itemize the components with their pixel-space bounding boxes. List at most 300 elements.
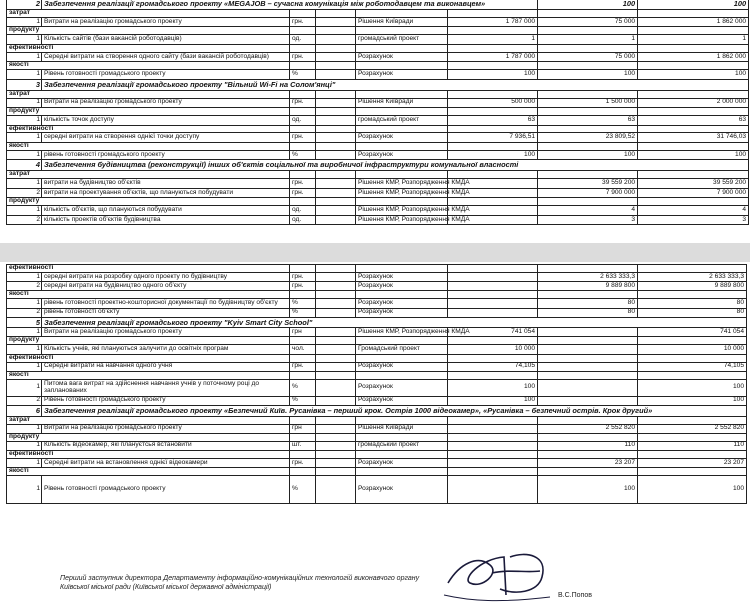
empty-cell bbox=[290, 90, 316, 98]
value-total: 100 bbox=[638, 396, 747, 405]
empty-cell bbox=[638, 44, 749, 52]
unit-cell: грн. bbox=[290, 362, 316, 371]
empty-cell bbox=[316, 179, 356, 189]
section-number: 4 bbox=[7, 160, 42, 171]
row-number: 1 bbox=[7, 116, 42, 126]
empty-cell bbox=[638, 371, 747, 379]
value-general bbox=[448, 282, 538, 291]
empty-cell bbox=[638, 198, 749, 206]
empty-cell bbox=[290, 433, 316, 441]
empty-cell bbox=[448, 44, 538, 52]
empty-cell bbox=[538, 142, 638, 150]
page-gap bbox=[0, 243, 750, 262]
unit-cell: грн bbox=[290, 424, 316, 433]
unit-cell: грн. bbox=[290, 133, 316, 143]
source-cell: Розрахунок bbox=[356, 282, 448, 291]
table-row bbox=[7, 396, 747, 405]
value-general: 741 054 bbox=[448, 328, 538, 337]
empty-cell bbox=[448, 291, 538, 299]
indicator-group-label: затрат bbox=[7, 416, 290, 424]
empty-cell bbox=[538, 125, 638, 133]
row-number: 2 bbox=[7, 188, 42, 198]
table-row bbox=[7, 441, 747, 450]
empty-cell bbox=[316, 133, 356, 143]
empty-cell bbox=[356, 416, 448, 424]
value-total: 2 552 820 bbox=[638, 424, 747, 433]
empty-cell bbox=[316, 116, 356, 126]
empty-cell bbox=[356, 62, 448, 70]
table-row bbox=[7, 198, 749, 206]
value-special bbox=[538, 328, 638, 337]
empty-cell bbox=[290, 198, 316, 206]
empty-cell bbox=[316, 450, 356, 458]
section-number: 2 bbox=[7, 0, 42, 10]
source-cell: громадський проект bbox=[356, 35, 448, 45]
table-row bbox=[7, 291, 747, 299]
unit-cell: грн. bbox=[290, 52, 316, 62]
row-number: 1 bbox=[7, 299, 42, 308]
empty-cell bbox=[316, 17, 356, 27]
empty-cell bbox=[638, 171, 749, 179]
table-row bbox=[7, 215, 749, 225]
indicator-group-label: якості bbox=[7, 468, 290, 476]
top-page-fragment bbox=[0, 0, 750, 243]
empty-cell bbox=[316, 198, 356, 206]
empty-cell bbox=[356, 198, 448, 206]
section-title: Забезпечення реалізації громадського проекту "Kyiv Smart City School" bbox=[42, 317, 747, 328]
table-row bbox=[7, 70, 749, 80]
indicator-name: витрати на проектування об'єктів, що плануються побудувати bbox=[42, 188, 290, 198]
indicator-name: Рівень готовності громадського проекту bbox=[42, 396, 290, 405]
value-special: 1 500 000 bbox=[538, 98, 638, 108]
value-total: 9 889 800 bbox=[638, 282, 747, 291]
value-special: 4 bbox=[538, 206, 638, 216]
unit-cell: грн bbox=[290, 328, 316, 337]
source-cell: Розрахунок bbox=[356, 273, 448, 282]
row-number: 1 bbox=[7, 441, 42, 450]
table-row bbox=[7, 362, 747, 371]
value-general: 1 787 000 bbox=[448, 17, 538, 27]
source-cell: Рішення Київради bbox=[356, 424, 448, 433]
value-special bbox=[538, 345, 638, 354]
table-row bbox=[7, 424, 747, 433]
empty-cell bbox=[538, 198, 638, 206]
signatory-title-line1: Перший заступник директора Департаменту інформаційно-комунікаційних технологій виконавчого органу bbox=[60, 575, 420, 582]
value-special: 1 bbox=[538, 35, 638, 45]
empty-cell bbox=[538, 62, 638, 70]
empty-cell bbox=[356, 90, 448, 98]
row-number: 1 bbox=[7, 345, 42, 354]
empty-cell bbox=[638, 433, 747, 441]
value-special: 80 bbox=[538, 308, 638, 317]
cell-value: 100 bbox=[638, 0, 749, 10]
cell-value: 100 bbox=[538, 0, 638, 10]
row-number: 2 bbox=[7, 282, 42, 291]
unit-cell: % bbox=[290, 150, 316, 160]
indicator-name: рівень готовності громадського проекту bbox=[42, 150, 290, 160]
table-row bbox=[7, 379, 747, 396]
table-row bbox=[7, 116, 749, 126]
row-number: 2 bbox=[7, 215, 42, 225]
table-row bbox=[7, 171, 749, 179]
indicator-name: Витрати на реалізацію громадського проекту bbox=[42, 98, 290, 108]
source-cell: Розрахунок bbox=[356, 458, 448, 467]
unit-cell: грн. bbox=[290, 179, 316, 189]
row-number: 1 bbox=[7, 70, 42, 80]
source-cell: Розрахунок bbox=[356, 299, 448, 308]
indicator-group-label: затрат bbox=[7, 90, 290, 98]
table-row bbox=[7, 10, 749, 18]
indicator-group-label: якості bbox=[7, 142, 290, 150]
empty-cell bbox=[448, 108, 538, 116]
empty-cell bbox=[356, 44, 448, 52]
empty-cell bbox=[316, 354, 356, 362]
empty-cell bbox=[290, 10, 316, 18]
empty-cell bbox=[356, 354, 448, 362]
unit-cell: грн. bbox=[290, 273, 316, 282]
value-total: 7 900 000 bbox=[638, 188, 749, 198]
unit-cell: грн. bbox=[290, 17, 316, 27]
indicator-name: Рівень готовності громадського проекту bbox=[42, 70, 290, 80]
empty-cell bbox=[638, 450, 747, 458]
empty-cell bbox=[448, 125, 538, 133]
indicators-table-bottom bbox=[6, 264, 747, 504]
indicator-name: рівень готовності проектно-кошторисної документації по будівництву об'єкту bbox=[42, 299, 290, 308]
indicator-name: середні витрати на будівництво одного об'єкту bbox=[42, 282, 290, 291]
value-special: 100 bbox=[538, 70, 638, 80]
indicator-group-label: ефективності bbox=[7, 44, 290, 52]
empty-cell bbox=[356, 27, 448, 35]
empty-cell bbox=[316, 458, 356, 467]
empty-cell bbox=[448, 27, 538, 35]
table-row bbox=[7, 282, 747, 291]
signatory-name: В.С.Попов bbox=[558, 592, 592, 599]
empty-cell bbox=[638, 416, 747, 424]
indicator-name: Рівень готовності громадського проекту bbox=[42, 476, 290, 504]
empty-cell bbox=[356, 371, 448, 379]
table-row bbox=[7, 90, 749, 98]
value-special: 75 000 bbox=[538, 17, 638, 27]
empty-cell bbox=[638, 337, 747, 345]
empty-cell bbox=[316, 441, 356, 450]
empty-cell bbox=[316, 98, 356, 108]
empty-cell bbox=[316, 171, 356, 179]
indicator-name: Кількість учнів, які плануються залучити до освітніх програм bbox=[42, 345, 290, 354]
section-title: Забезпечення будівництва (реконструкції) інших об'єктів соціальної та виробничої інфраструктури комунальної власності bbox=[42, 160, 749, 171]
value-special: 3 bbox=[538, 215, 638, 225]
value-total: 31 746,03 bbox=[638, 133, 749, 143]
value-total: 741 054 bbox=[638, 328, 747, 337]
indicator-name: середні витрати на розробку одного проекту по будівництву bbox=[42, 273, 290, 282]
indicator-name: кількість проектів об'єктів будівництва bbox=[42, 215, 290, 225]
empty-cell bbox=[316, 362, 356, 371]
unit-cell: од. bbox=[290, 116, 316, 126]
empty-cell bbox=[448, 265, 538, 273]
unit-cell: грн. bbox=[290, 282, 316, 291]
table-row bbox=[7, 273, 747, 282]
indicator-name: Середні витрати на встановлення однієї відеокамери bbox=[42, 458, 290, 467]
empty-cell bbox=[638, 90, 749, 98]
empty-cell bbox=[316, 265, 356, 273]
indicator-group-label: продукту bbox=[7, 198, 290, 206]
value-special: 39 559 200 bbox=[538, 179, 638, 189]
empty-cell bbox=[290, 468, 316, 476]
value-special: 80 bbox=[538, 299, 638, 308]
empty-cell bbox=[290, 171, 316, 179]
value-special bbox=[538, 362, 638, 371]
indicators-table-top bbox=[6, 0, 749, 225]
table-row bbox=[7, 35, 749, 45]
empty-cell bbox=[316, 108, 356, 116]
unit-cell: од. bbox=[290, 215, 316, 225]
source-cell: Рішення Київради bbox=[356, 17, 448, 27]
table-row bbox=[7, 0, 749, 10]
table-row bbox=[7, 98, 749, 108]
empty-cell bbox=[448, 354, 538, 362]
empty-cell bbox=[356, 337, 448, 345]
value-total: 3 bbox=[638, 215, 749, 225]
value-special bbox=[538, 396, 638, 405]
empty-cell bbox=[356, 10, 448, 18]
value-special: 2 552 820 bbox=[538, 424, 638, 433]
empty-cell bbox=[316, 90, 356, 98]
empty-cell bbox=[316, 299, 356, 308]
empty-cell bbox=[448, 62, 538, 70]
empty-cell bbox=[538, 371, 638, 379]
indicator-name: кількість об'єктів, що плануються побудувати bbox=[42, 206, 290, 216]
empty-cell bbox=[316, 27, 356, 35]
table-row bbox=[7, 108, 749, 116]
table-row bbox=[7, 206, 749, 216]
empty-cell bbox=[638, 291, 747, 299]
row-number: 2 bbox=[7, 396, 42, 405]
value-general: 1 787 000 bbox=[448, 52, 538, 62]
empty-cell bbox=[448, 433, 538, 441]
source-cell: Розрахунок bbox=[356, 70, 448, 80]
empty-cell bbox=[316, 35, 356, 45]
row-number: 1 bbox=[7, 328, 42, 337]
row-number: 1 bbox=[7, 179, 42, 189]
table-row bbox=[7, 52, 749, 62]
indicator-name: Середні витрати на навчання одного учня bbox=[42, 362, 290, 371]
empty-cell bbox=[290, 108, 316, 116]
empty-cell bbox=[316, 337, 356, 345]
empty-cell bbox=[316, 328, 356, 337]
empty-cell bbox=[290, 44, 316, 52]
unit-cell: чол. bbox=[290, 345, 316, 354]
indicator-group-label: продукту bbox=[7, 433, 290, 441]
value-general bbox=[448, 476, 538, 504]
indicator-name: Витрати на реалізацію громадського проекту bbox=[42, 17, 290, 27]
empty-cell bbox=[316, 396, 356, 405]
value-special: 23 207 bbox=[538, 458, 638, 467]
empty-cell bbox=[316, 424, 356, 433]
empty-cell bbox=[316, 345, 356, 354]
indicator-group-label: затрат bbox=[7, 171, 290, 179]
empty-cell bbox=[538, 416, 638, 424]
unit-cell: грн. bbox=[290, 458, 316, 467]
source-cell: Розрахунок bbox=[356, 396, 448, 405]
value-general: 100 bbox=[448, 150, 538, 160]
empty-cell bbox=[638, 62, 749, 70]
table-row bbox=[7, 371, 747, 379]
table-row bbox=[7, 308, 747, 317]
table-row bbox=[7, 125, 749, 133]
empty-cell bbox=[316, 468, 356, 476]
empty-cell bbox=[316, 476, 356, 504]
unit-cell: % bbox=[290, 70, 316, 80]
table-row bbox=[7, 299, 747, 308]
indicator-group-label: ефективності bbox=[7, 450, 290, 458]
empty-cell bbox=[316, 10, 356, 18]
empty-cell bbox=[290, 416, 316, 424]
empty-cell bbox=[316, 215, 356, 225]
value-general bbox=[448, 441, 538, 450]
source-cell: громадський проект bbox=[356, 441, 448, 450]
empty-cell bbox=[316, 308, 356, 317]
table-row bbox=[7, 476, 747, 504]
indicator-group-label: ефективності bbox=[7, 354, 290, 362]
unit-cell: % bbox=[290, 476, 316, 504]
empty-cell bbox=[316, 206, 356, 216]
indicator-group-label: затрат bbox=[7, 10, 290, 18]
value-special: 9 889 800 bbox=[538, 282, 638, 291]
empty-cell bbox=[448, 90, 538, 98]
empty-cell bbox=[356, 171, 448, 179]
value-special: 2 633 333,3 bbox=[538, 273, 638, 282]
table-row bbox=[7, 27, 749, 35]
table-row bbox=[7, 79, 749, 90]
section-title: Забезпечення реалізації громадського проекту «MEGAJOB – сучасна комунікація між роботодавцем та виконавцем» bbox=[42, 0, 538, 10]
row-number: 1 bbox=[7, 35, 42, 45]
bottom-page-fragment bbox=[0, 262, 750, 607]
value-total: 10 000 bbox=[638, 345, 747, 354]
empty-cell bbox=[290, 142, 316, 150]
unit-cell: шт. bbox=[290, 441, 316, 450]
empty-cell bbox=[538, 433, 638, 441]
table-row bbox=[7, 468, 747, 476]
indicator-group-label: продукту bbox=[7, 108, 290, 116]
source-cell: Розрахунок bbox=[356, 133, 448, 143]
empty-cell bbox=[448, 142, 538, 150]
section-title: Забезпечення реалізації громадського проекту "Вільний Wi-Fi на Солом'янці" bbox=[42, 79, 749, 90]
empty-cell bbox=[290, 291, 316, 299]
indicator-group-label: якості bbox=[7, 62, 290, 70]
indicator-name: Кількість відеокамер, які плануєтсья встановити bbox=[42, 441, 290, 450]
indicator-group-label: продукту bbox=[7, 337, 290, 345]
source-cell: Рішення Київради bbox=[356, 98, 448, 108]
value-total: 4 bbox=[638, 206, 749, 216]
table-row bbox=[7, 416, 747, 424]
source-cell: Рішення КМР, Розпорядження КМДА bbox=[356, 206, 448, 216]
empty-cell bbox=[356, 108, 448, 116]
indicator-name: Витрати на реалізацію громадського проекту bbox=[42, 424, 290, 433]
value-special: 7 900 000 bbox=[538, 188, 638, 198]
table-row bbox=[7, 406, 747, 417]
empty-cell bbox=[538, 354, 638, 362]
value-general bbox=[448, 458, 538, 467]
value-total: 100 bbox=[638, 150, 749, 160]
table-row bbox=[7, 142, 749, 150]
row-number: 2 bbox=[7, 308, 42, 317]
empty-cell bbox=[316, 142, 356, 150]
signatory-block bbox=[60, 574, 419, 592]
empty-cell bbox=[356, 142, 448, 150]
empty-cell bbox=[638, 142, 749, 150]
empty-cell bbox=[538, 27, 638, 35]
value-general: 100 bbox=[448, 70, 538, 80]
source-cell: Розрахунок bbox=[356, 150, 448, 160]
source-cell: Розрахунок bbox=[356, 476, 448, 504]
empty-cell bbox=[316, 379, 356, 396]
value-total: 110 bbox=[638, 441, 747, 450]
source-cell: Розрахунок bbox=[356, 52, 448, 62]
empty-cell bbox=[316, 416, 356, 424]
empty-cell bbox=[316, 282, 356, 291]
empty-cell bbox=[638, 265, 747, 273]
empty-cell bbox=[538, 171, 638, 179]
value-general: 500 000 bbox=[448, 98, 538, 108]
value-general: 1 bbox=[448, 35, 538, 45]
unit-cell: % bbox=[290, 379, 316, 396]
empty-cell bbox=[290, 371, 316, 379]
value-total: 100 bbox=[638, 379, 747, 396]
empty-cell bbox=[356, 265, 448, 273]
value-general: 74,105 bbox=[448, 362, 538, 371]
table-row bbox=[7, 433, 747, 441]
value-special: 100 bbox=[538, 150, 638, 160]
row-number: 1 bbox=[7, 424, 42, 433]
empty-cell bbox=[316, 62, 356, 70]
empty-cell bbox=[316, 433, 356, 441]
table-row bbox=[7, 188, 749, 198]
table-row bbox=[7, 354, 747, 362]
empty-cell bbox=[638, 354, 747, 362]
unit-cell: грн. bbox=[290, 188, 316, 198]
unit-cell: % bbox=[290, 299, 316, 308]
empty-cell bbox=[448, 171, 538, 179]
table-row bbox=[7, 345, 747, 354]
empty-cell bbox=[538, 44, 638, 52]
empty-cell bbox=[538, 265, 638, 273]
value-special bbox=[538, 379, 638, 396]
row-number: 1 bbox=[7, 133, 42, 143]
table-row bbox=[7, 160, 749, 171]
source-cell: Розрахунок bbox=[356, 379, 448, 396]
row-number: 1 bbox=[7, 52, 42, 62]
empty-cell bbox=[538, 90, 638, 98]
value-total: 74,105 bbox=[638, 362, 747, 371]
value-special: 23 809,52 bbox=[538, 133, 638, 143]
indicator-name: кількість точок доступу bbox=[42, 116, 290, 126]
value-general: 63 bbox=[448, 116, 538, 126]
table-row bbox=[7, 317, 747, 328]
value-total: 2 633 333,3 bbox=[638, 273, 747, 282]
row-number: 1 bbox=[7, 206, 42, 216]
empty-cell bbox=[356, 125, 448, 133]
table-row bbox=[7, 337, 747, 345]
indicator-group-label: ефективності bbox=[7, 125, 290, 133]
indicator-name: рівень готовності об'єкту bbox=[42, 308, 290, 317]
indicator-name: витрати на будівництво об'єктів bbox=[42, 179, 290, 189]
row-number: 1 bbox=[7, 458, 42, 467]
source-cell: Громадський проект bbox=[356, 345, 448, 354]
empty-cell bbox=[538, 108, 638, 116]
indicator-group-label: ефективності bbox=[7, 265, 290, 273]
empty-cell bbox=[538, 450, 638, 458]
unit-cell: грн. bbox=[290, 98, 316, 108]
empty-cell bbox=[290, 265, 316, 273]
